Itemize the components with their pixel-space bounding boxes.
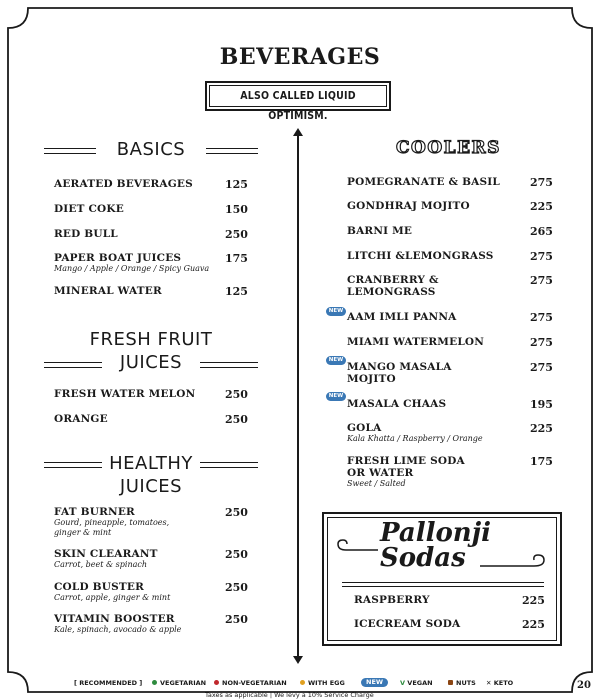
menu-item-desc: Carrot, beet & spinach: [54, 560, 148, 569]
menu-item-price: 225: [522, 594, 545, 607]
nonveg-dot-icon: [214, 680, 219, 685]
pallonji-sodas-inner: [327, 517, 557, 641]
flourish-right-icon: [478, 554, 548, 578]
legend-keto: ✕ KETO: [486, 679, 514, 687]
fresh-fruit-heading-2: JUICES: [119, 352, 183, 373]
nuts-icon: [448, 680, 453, 685]
menu-item-price: 250: [225, 413, 248, 426]
legend-with-egg: WITH EGG: [300, 679, 345, 687]
divider-arrow-down-icon: [293, 656, 303, 664]
legend-new-badge: NEW: [361, 678, 388, 687]
menu-item-name: RASPBERRY: [354, 594, 430, 606]
legend-vegetarian: VEGETARIAN: [152, 679, 206, 687]
menu-item-price: 225: [522, 618, 545, 631]
menu-item-desc: Kala Khatta / Raspberry / Orange: [347, 434, 483, 443]
menu-item-name-cont: OR WATER: [347, 467, 414, 479]
menu-item-price: 195: [530, 398, 553, 411]
menu-item-price: 275: [530, 176, 553, 189]
menu-item-price: 225: [530, 200, 553, 213]
menu-item-price: 175: [530, 455, 553, 468]
heading-rule-left: [44, 362, 102, 368]
menu-item-desc: Gourd, pineapple, tomatoes, ginger & mint: [54, 518, 170, 537]
menu-item-name-cont: MOJITO: [347, 373, 396, 385]
menu-item-name: FRESH WATER MELON: [54, 388, 196, 400]
column-divider: [297, 132, 299, 660]
menu-item-name: MINERAL WATER: [54, 285, 162, 297]
tagline-text: ALSO CALLED LIQUID OPTIMISM.: [209, 85, 387, 107]
menu-item-name: FAT BURNER: [54, 506, 135, 518]
sodas-separator: [342, 582, 544, 587]
menu-item-desc: Sweet / Salted: [347, 479, 406, 488]
legend-recommended: [ RECOMMENDED ]: [74, 679, 143, 687]
fresh-fruit-heading: FRESH FRUIT: [89, 329, 213, 350]
menu-item-price: 250: [225, 388, 248, 401]
basics-heading: BASICS: [116, 139, 186, 160]
flourish-left-icon: [334, 538, 380, 562]
menu-item-name: LITCHI &LEMONGRASS: [347, 250, 494, 262]
menu-item-price: 265: [530, 225, 553, 238]
sodas-script-title: Sodas: [380, 543, 466, 573]
menu-item-price: 150: [225, 203, 248, 216]
menu-item-price: 125: [225, 178, 248, 191]
tagline-box: [205, 81, 391, 122]
heading-rule-right: [206, 148, 258, 154]
new-badge: NEW: [326, 356, 346, 365]
menu-item-price: 225: [530, 422, 553, 435]
menu-item-price: 250: [225, 613, 248, 626]
menu-item-price: 175: [225, 252, 248, 265]
egg-dot-icon: [300, 680, 305, 685]
menu-item-desc: Kale, spinach, avocado & apple: [54, 625, 182, 634]
menu-item-desc: Mango / Apple / Orange / Spicy Guava: [54, 264, 210, 273]
menu-item-name: GOLA: [347, 422, 382, 434]
menu-item-name: RED BULL: [54, 228, 118, 240]
menu-item-name: MIAMI WATERMELON: [347, 336, 485, 348]
veg-dot-icon: [152, 680, 157, 685]
menu-item-name: ORANGE: [54, 413, 108, 425]
coolers-heading: COOLERS: [396, 138, 501, 158]
new-badge: NEW: [326, 307, 346, 316]
menu-item-price: 250: [225, 506, 248, 519]
menu-item-price: 275: [530, 250, 553, 263]
legend-vegan: V VEGAN: [400, 679, 433, 687]
menu-item-name: AAM IMLI PANNA: [347, 311, 457, 323]
menu-item-name: COLD BUSTER: [54, 581, 145, 593]
menu-item-price: 250: [225, 581, 248, 594]
menu-item-name: CRANBERRY &: [347, 274, 439, 286]
heading-rule-left: [44, 148, 96, 154]
menu-item-price: 250: [225, 548, 248, 561]
menu-item-name: SKIN CLEARANT: [54, 548, 158, 560]
pallonji-sodas-box: [322, 512, 562, 646]
menu-item-name: FRESH LIME SODA: [347, 455, 465, 467]
tax-footnote: Taxes as applicable | We levy a 10% Service Charge: [205, 691, 374, 699]
page-title: BEVERAGES: [219, 44, 381, 70]
menu-item-name: BARNI ME: [347, 225, 413, 237]
menu-item-price: 275: [530, 311, 553, 324]
heading-rule-left: [44, 462, 102, 468]
menu-item-name: AERATED BEVERAGES: [54, 178, 193, 190]
menu-item-name: MASALA CHAAS: [347, 398, 447, 410]
pallonji-script-title: Pallonji: [380, 518, 491, 548]
menu-item-name: VITAMIN BOOSTER: [54, 613, 175, 625]
menu-item-name: POMEGRANATE & BASIL: [347, 176, 500, 188]
menu-item-price: 275: [530, 336, 553, 349]
new-badge: NEW: [326, 392, 346, 401]
menu-item-name: ICECREAM SODA: [354, 618, 461, 630]
heading-rule-right: [200, 462, 258, 468]
page-number: 20: [577, 680, 591, 691]
menu-item-price: 275: [530, 361, 553, 374]
legend-nuts: NUTS: [448, 679, 476, 687]
healthy-heading: HEALTHY: [109, 453, 193, 474]
menu-item-price: 275: [530, 274, 553, 287]
menu-item-name: MANGO MASALA: [347, 361, 452, 373]
menu-item-price: 250: [225, 228, 248, 241]
menu-item-name: GONDHRAJ MOJITO: [347, 200, 470, 212]
heading-rule-right: [200, 362, 258, 368]
legend-non-vegetarian: NON-VEGETARIAN: [214, 679, 287, 687]
menu-item-name: PAPER BOAT JUICES: [54, 252, 182, 264]
menu-item-name-cont: LEMONGRASS: [347, 286, 436, 298]
menu-item-desc: Carrot, apple, ginger & mint: [54, 593, 171, 602]
menu-item-price: 125: [225, 285, 248, 298]
healthy-heading-2: JUICES: [119, 476, 183, 497]
menu-item-name: DIET COKE: [54, 203, 124, 215]
